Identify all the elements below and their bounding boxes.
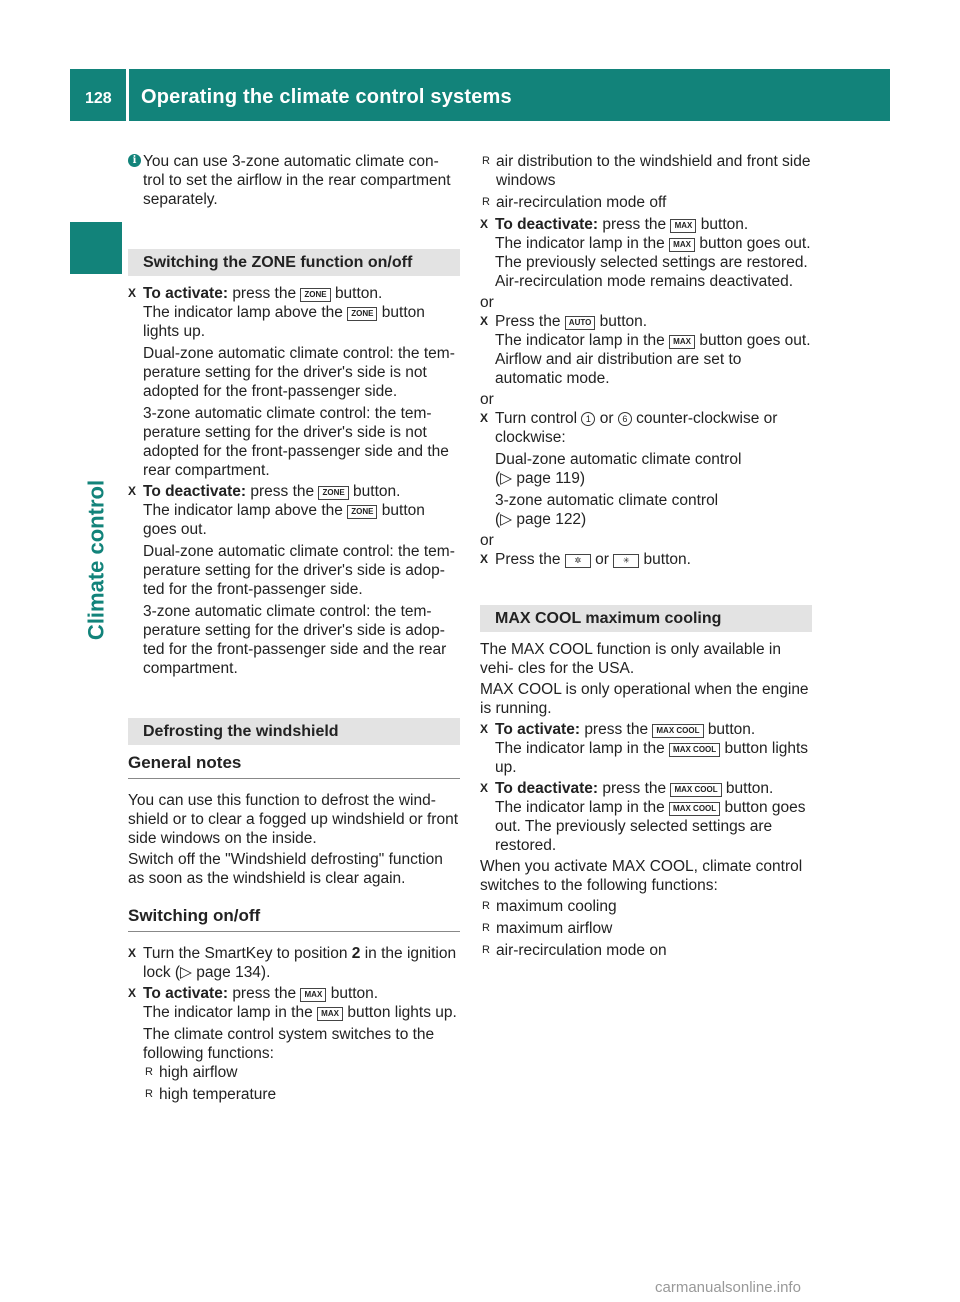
lamp-text: The indicator lamp above the (143, 502, 343, 519)
sidebar-tab-marker (70, 222, 122, 274)
or-separator: or (480, 294, 494, 311)
page-title: Operating the climate control systems (141, 86, 512, 108)
zone-button-icon: ZONE (347, 307, 377, 321)
list-item (480, 193, 812, 212)
deactivate-label: To deactivate: (495, 216, 599, 233)
bullet-icon: R (145, 1066, 153, 1078)
smartkey-step (128, 944, 460, 982)
bullet-text: air-recirculation mode on (496, 942, 667, 959)
right-column (480, 152, 812, 963)
lamp-text: The indicator lamp in the (495, 740, 665, 757)
step-arrow-icon: X (480, 411, 489, 425)
activate-label: To activate: (143, 985, 228, 1002)
lamp-text-end: button lights up. (143, 304, 425, 340)
button-word: button. (725, 780, 774, 797)
auto-button-icon: AUTO (565, 316, 596, 330)
watermark: carmanualsonline.info (655, 1279, 801, 1296)
bullet-text: air-recirculation mode off (496, 194, 667, 211)
zone-deactivate-step (128, 482, 460, 678)
press-text: press the (602, 216, 667, 233)
page-reference[interactable]: page 119) (516, 470, 586, 487)
smartkey-text: Turn the SmartKey to position (143, 945, 348, 962)
maxcool-button-icon: MAX COOL (670, 783, 721, 797)
page-ref-arrow-icon: ▷ (180, 964, 192, 981)
press-text: press the (602, 780, 667, 797)
info-text: You can use 3-zone automatic climate con- trol to set the airflow in the rear compartment separately. (143, 153, 451, 208)
bullet-icon: R (482, 922, 490, 934)
maxcool-p1: The MAX COOL function is only available in vehi- cles for the USA. (480, 641, 781, 677)
info-note (128, 152, 460, 209)
button-word: button. (707, 721, 756, 738)
lamp-text: The indicator lamp in the (495, 332, 665, 349)
sidebar-chapter-text: Climate control (83, 479, 109, 641)
fan-step (480, 550, 812, 569)
list-item (480, 152, 812, 190)
left-column (128, 152, 460, 1107)
three-zone-ref-label: 3-zone automatic climate control (495, 492, 719, 509)
lamp-text-end: button goes out. (143, 502, 425, 538)
list-item (143, 1063, 460, 1082)
step-arrow-icon: X (128, 946, 137, 960)
button-word: button. (700, 216, 749, 233)
maxcool-activate-step (480, 720, 812, 777)
press-text: press the (232, 985, 297, 1002)
switching-heading: Switching on/off (128, 906, 460, 932)
defrost-max-button-icon: MAX (670, 219, 696, 233)
list-item (480, 941, 812, 960)
or-separator: or (480, 391, 494, 408)
press-text: press the (232, 285, 297, 302)
deactivate-dual-note: Dual-zone automatic climate control: the tem- perature setting for the driver's side is adop- ted for the front-passenger side. (143, 543, 455, 598)
maxcool-deactivate-step (480, 779, 812, 855)
info-icon: i (128, 154, 141, 167)
system-switches-text: The climate control system switches to the following functions: (143, 1026, 435, 1062)
defrost-activate-step (128, 984, 460, 1104)
page-reference[interactable]: page 134). (196, 964, 271, 981)
zone-section-title: Switching the ZONE function on/off (128, 249, 460, 276)
maxcool-button-icon: MAX COOL (669, 802, 720, 816)
turn-text: Turn control (495, 410, 578, 427)
or-text: or (599, 410, 614, 427)
bullet-text: high temperature (159, 1086, 277, 1103)
activate-three-note: 3-zone automatic climate control: the tem- perature setting for the driver's side is not adopted for the front-passenger side and the rear compartment. (143, 405, 449, 479)
page-ref-arrow-icon: ▷ (500, 511, 513, 528)
press-text: Press the (495, 551, 561, 568)
maxcool-section-title: MAX COOL maximum cooling (480, 605, 812, 632)
general-notes-p1: You can use this function to defrost the wind- shield or to clear a fogged up windshield or front side windows on the inside. (128, 792, 459, 847)
defrost-deactivate-step (480, 215, 812, 291)
defrost-max-button-icon: MAX (300, 988, 326, 1002)
button-word: button. (330, 985, 379, 1002)
defrost-max-button-icon: MAX (669, 238, 695, 252)
step-arrow-icon: X (128, 286, 137, 300)
lamp-text: The indicator lamp in the (495, 235, 665, 252)
page-header (70, 69, 890, 121)
lamp-text-end: button lights up. (495, 740, 809, 776)
lamp-text-end: button goes out. The previously selected settings are restored. Air-recirculation mode remains deactivated. (495, 235, 811, 290)
deactivate-three-note: 3-zone automatic climate control: the tem- perature setting for the driver's side is adop- ted for the front-passenger side and the rear compartment. (143, 603, 447, 677)
fan-increase-button-icon: ✲ (565, 554, 591, 568)
auto-step (480, 312, 812, 388)
bullet-icon: R (145, 1088, 153, 1100)
bullet-text: maximum cooling (496, 898, 617, 915)
zone-button-icon: ZONE (347, 505, 377, 519)
lamp-text-end: button goes out. Airflow and air distribution are set to automatic mode. (495, 332, 811, 387)
activate-label: To activate: (495, 721, 580, 738)
button-word: button. (353, 483, 401, 500)
button-word: button. (599, 313, 648, 330)
bullet-icon: R (482, 155, 490, 167)
maxcool-p2: MAX COOL is only operational when the engine is running. (480, 681, 809, 717)
step-arrow-icon: X (480, 552, 489, 566)
page-number: 128 (85, 90, 112, 107)
list-item (480, 919, 812, 938)
step-arrow-icon: X (480, 781, 489, 795)
deactivate-label: To deactivate: (495, 780, 599, 797)
general-notes-p2: Switch off the "Windshield defrosting" function as soon as the windshield is clear again. (128, 851, 443, 887)
bullet-text: air distribution to the windshield and front side windows (496, 153, 811, 189)
button-word: button. (643, 551, 691, 568)
smartkey-text-end: in the ignition lock ( (143, 945, 457, 981)
zone-button-icon: ZONE (300, 288, 330, 302)
zone-activate-step (128, 284, 460, 480)
bullet-text: maximum airflow (496, 920, 613, 937)
step-arrow-icon: X (480, 314, 489, 328)
button-word: button. (334, 285, 383, 302)
bullet-text: high airflow (159, 1064, 238, 1081)
general-notes-heading: General notes (128, 753, 460, 779)
activate-label: To activate: (143, 285, 228, 302)
step-arrow-icon: X (480, 217, 489, 231)
press-text: press the (584, 721, 649, 738)
lamp-text: The indicator lamp in the (495, 799, 665, 816)
control-6-icon: 6 (618, 412, 632, 426)
dual-zone-ref-label: Dual-zone automatic climate control (495, 451, 742, 468)
bullet-icon: R (482, 944, 490, 956)
step-arrow-icon: X (128, 986, 137, 1000)
turn-control-step: X Turn control 1 or 6 counter-clockwise or clockwise: Dual-zone automatic climate control (▷ page 119) 3-zone automatic climate control (▷ page 122) (480, 409, 812, 529)
step-arrow-icon: X (128, 484, 137, 498)
lamp-text: The indicator lamp in the (143, 1004, 313, 1021)
page-ref-arrow-icon: ▷ (500, 470, 513, 487)
maxcool-button-icon: MAX COOL (669, 743, 720, 757)
turn-text-end: counter-clockwise or clockwise: (495, 410, 778, 446)
control-1-icon: 1 (581, 412, 595, 426)
list-item (480, 897, 812, 916)
lamp-text-end: button lights up. (347, 1004, 457, 1021)
fan-decrease-button-icon: ✳ (613, 554, 639, 568)
lamp-text-end: button goes out. The previously selected settings are restored. (495, 799, 806, 854)
defrost-max-button-icon: MAX (669, 335, 695, 349)
or-text: or (595, 551, 609, 568)
bullet-icon: R (482, 196, 490, 208)
step-arrow-icon: X (480, 722, 489, 736)
maxcool-button-icon: MAX COOL (652, 724, 703, 738)
press-text: Press the (495, 313, 561, 330)
zone-button-icon: ZONE (318, 486, 348, 500)
defrost-max-button-icon: MAX (317, 1007, 343, 1021)
page-reference[interactable]: page 122) (516, 511, 587, 528)
maxcool-switches-text: When you activate MAX COOL, climate control switches to the following functions: (480, 858, 803, 894)
or-separator: or (480, 532, 494, 549)
defrost-section-title: Defrosting the windshield (128, 718, 460, 745)
activate-dual-note: Dual-zone automatic climate control: the tem- perature setting for the driver's side is not adopted for the front-passenger side. (143, 345, 455, 400)
lamp-text: The indicator lamp above the (143, 304, 343, 321)
key-position: 2 (351, 945, 361, 962)
header-divider (126, 69, 129, 121)
deactivate-label: To deactivate: (143, 483, 247, 500)
list-item (143, 1085, 460, 1104)
bullet-icon: R (482, 900, 490, 912)
press-text: press the (250, 483, 315, 500)
